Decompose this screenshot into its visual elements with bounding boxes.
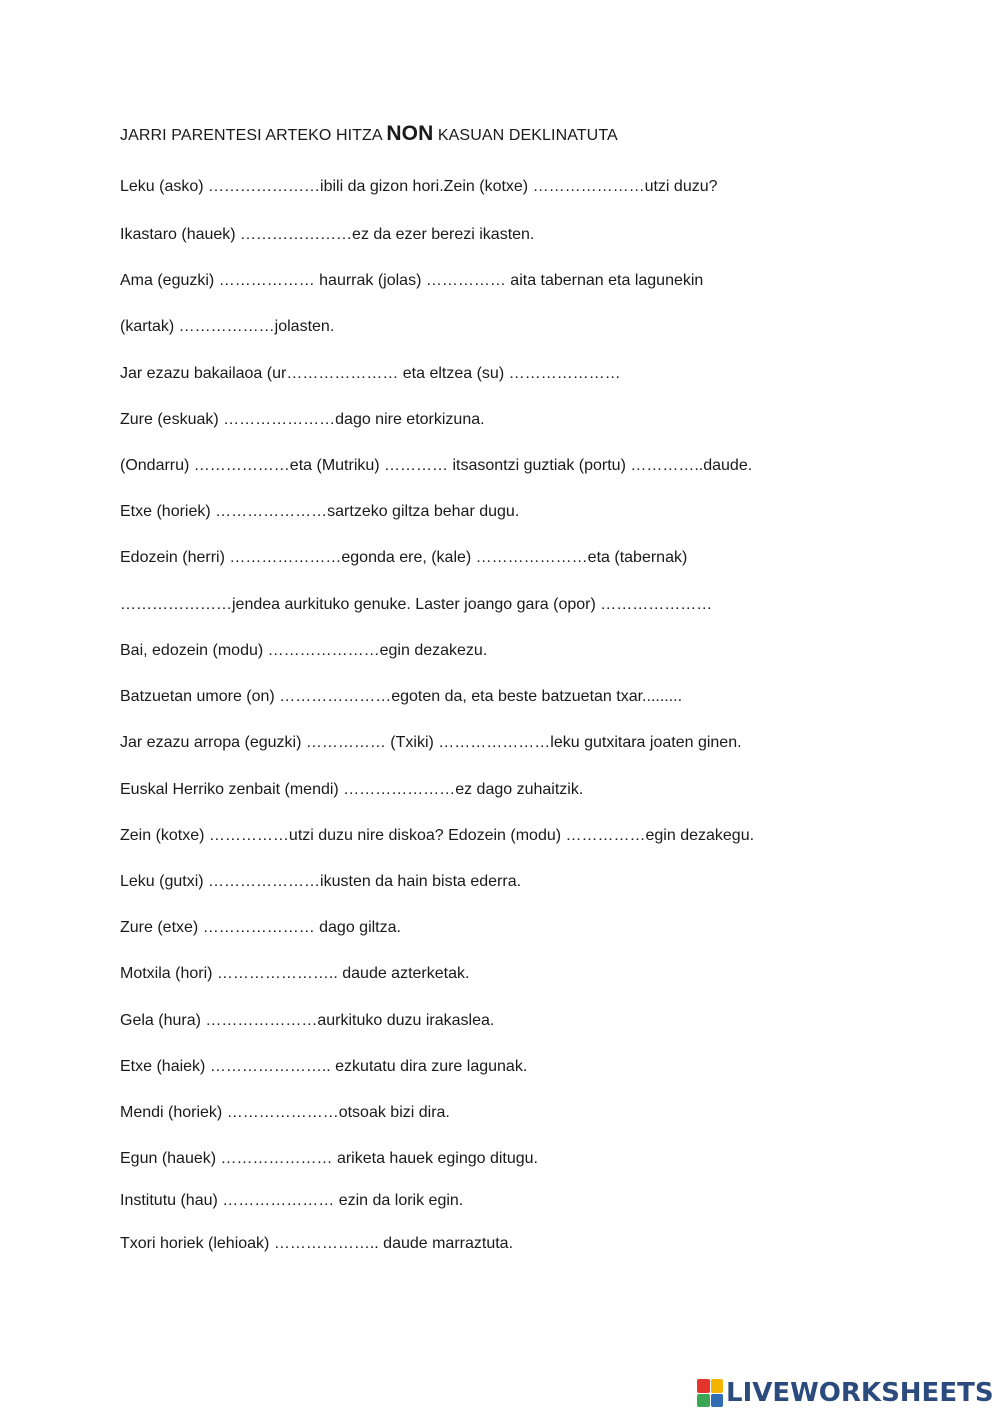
logo-square-icon xyxy=(697,1379,710,1393)
exercise-line: Egun (hauek) ………………… ariketa hauek egingo ditugu. xyxy=(120,1150,538,1167)
exercise-line: Jar ezazu bakailaoa (ur………………… eta eltzea (su) ………………… xyxy=(120,365,621,382)
exercise-line: Zure (eskuak) …………………dago nire etorkizuna. xyxy=(120,411,485,428)
exercise-line: …………………jendea aurkituko genuke. Laster joango gara (opor) ………………… xyxy=(120,596,713,613)
exercise-line: Leku (asko) …………………ibili da gizon hori.Zein (kotxe) …………………utzi duzu? xyxy=(120,178,718,195)
exercise-line: Edozein (herri) …………………egonda ere, (kale) …………………eta (tabernak) xyxy=(120,549,688,566)
exercise-line: Batzuetan umore (on) …………………egoten da, eta beste batzuetan txar......... xyxy=(120,688,683,705)
title-keyword: NON xyxy=(386,122,434,145)
exercise-line: Etxe (horiek) …………………sartzeko giltza behar dugu. xyxy=(120,503,520,520)
exercise-line: Institutu (hau) ………………… ezin da lorik egin. xyxy=(120,1192,464,1209)
exercise-line: Ama (eguzki) ……………… haurrak (jolas) …………… aita tabernan eta lagunekin xyxy=(120,272,704,289)
exercise-line: Txori horiek (lehioak) ……………….. daude marraztuta. xyxy=(120,1235,514,1252)
logo-square-icon xyxy=(697,1394,710,1408)
exercise-line: Motxila (hori) ………………….. daude azterketak. xyxy=(120,965,470,982)
exercise-line: Zure (etxe) ………………… dago giltza. xyxy=(120,919,401,936)
title-suffix: KASUAN DEKLINATUTA xyxy=(433,127,618,144)
logo-text: LIVEWORKSHEETS xyxy=(726,1378,994,1408)
exercise-line: Mendi (horiek) …………………otsoak bizi dira. xyxy=(120,1104,450,1121)
exercise-line: Bai, edozein (modu) …………………egin dezakezu. xyxy=(120,642,488,659)
liveworksheets-logo-icon xyxy=(697,1379,723,1407)
exercise-line: (kartak) ………………jolasten. xyxy=(120,318,335,335)
liveworksheets-logo xyxy=(697,1376,994,1410)
logo-square-icon xyxy=(711,1394,724,1408)
exercise-line: Ikastaro (hauek) …………………ez da ezer berezi ikasten. xyxy=(120,226,535,243)
title-prefix: JARRI PARENTESI ARTEKO HITZA xyxy=(120,127,387,144)
exercise-line: Euskal Herriko zenbait (mendi) …………………ez dago zuhaitzik. xyxy=(120,781,584,798)
exercise-line: Gela (hura) …………………aurkituko duzu irakaslea. xyxy=(120,1012,495,1029)
exercise-line: Jar ezazu arropa (eguzki) …………… (Txiki) …………………leku gutxitara joaten ginen. xyxy=(120,734,742,751)
exercise-line: Leku (gutxi) …………………ikusten da hain bista ederra. xyxy=(120,873,522,890)
logo-square-icon xyxy=(711,1379,724,1393)
exercise-line: Zein (kotxe) ……………utzi duzu nire diskoa? Edozein (modu) ……………egin dezakegu. xyxy=(120,827,755,844)
exercise-line: Etxe (haiek) ………………….. ezkutatu dira zure lagunak. xyxy=(120,1058,528,1075)
worksheet-title xyxy=(120,122,618,146)
exercise-line: (Ondarru) ………………eta (Mutriku) ………… itsasontzi guztiak (portu) …………..daude. xyxy=(120,457,753,474)
